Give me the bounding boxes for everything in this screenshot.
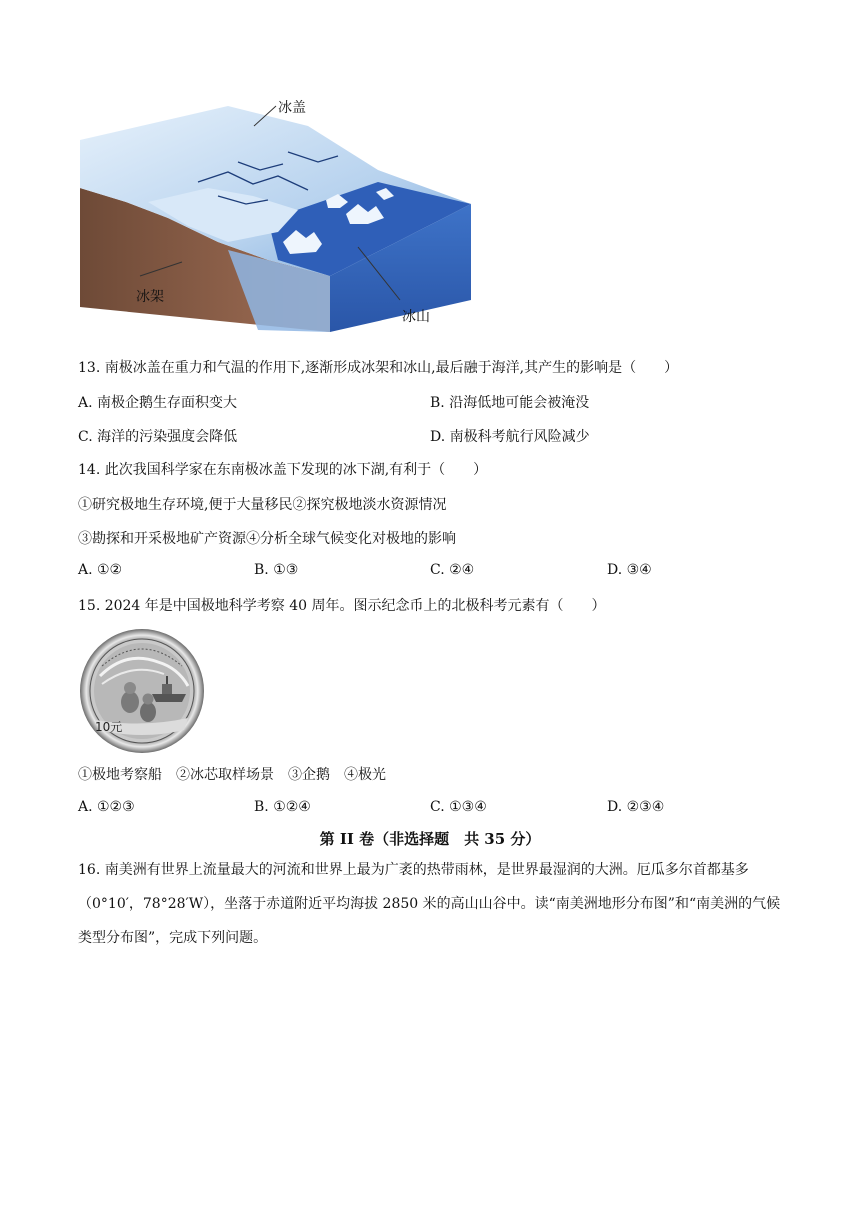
q14-statements-1: ①研究极地生存环境,便于大量移民②探究极地淡水资源情况 (78, 497, 447, 513)
q14-stem: 14. 此次我国科学家在东南极冰盖下发现的冰下湖,有利于（ ） (78, 462, 488, 478)
q15-option-b: B. ①②④ (254, 799, 311, 815)
q13-option-c: C. 海洋的污染强度会降低 (78, 429, 238, 445)
q15-stem: 15. 2024 年是中国极地科学考察 40 周年。图示纪念币上的北极科考元素有（ ） (78, 598, 606, 614)
q14-option-d: D. ③④ (607, 562, 652, 578)
q13-stem: 13. 南极冰盖在重力和气温的作用下,逐渐形成冰架和冰山,最后融于海洋,其产生的影响是（ ） (78, 360, 679, 376)
q13-option-b: B. 沿海低地可能会被淹没 (430, 395, 590, 411)
q14-option-b: B. ①③ (254, 562, 299, 578)
q14-option-c: C. ②④ (430, 562, 475, 578)
coin-denomination: 10元 (95, 720, 123, 734)
q14-statements-2: ③勘探和开采极地矿产资源④分析全球气候变化对极地的影响 (78, 531, 456, 547)
q14-option-a: A. ①② (78, 562, 123, 578)
q13-option-a: A. 南极企鹅生存面积变大 (78, 395, 238, 411)
q15-option-a: A. ①②③ (78, 799, 135, 815)
q15-elements: ①极地考察船 ②冰芯取样场景 ③企鹅 ④极光 (78, 767, 386, 783)
label-ice-shelf: 冰架 (136, 289, 164, 305)
commemorative-coin-image (78, 628, 206, 754)
q15-option-c: C. ①③④ (430, 799, 487, 815)
q13-option-d: D. 南极科考航行风险减少 (430, 429, 590, 445)
q16-text: 16. 南美洲有世界上流量最大的河流和世界上最为广袤的热带雨林，是世界最湿润的大洲。厄瓜多尔首都基多（0°10′，78°28′W），坐落于赤道附近平均海拔 2850 米的高山山谷中。读“南美洲地形分布图”和“南美洲的气候类型分布图”，完成下列问题。 (78, 862, 781, 946)
section-2-title: 第 II 卷（非选择题 共 35 分） (319, 830, 541, 848)
label-ice-sheet: 冰盖 (278, 100, 306, 116)
label-iceberg: 冰山 (402, 309, 430, 325)
q15-option-d: D. ②③④ (607, 799, 665, 815)
